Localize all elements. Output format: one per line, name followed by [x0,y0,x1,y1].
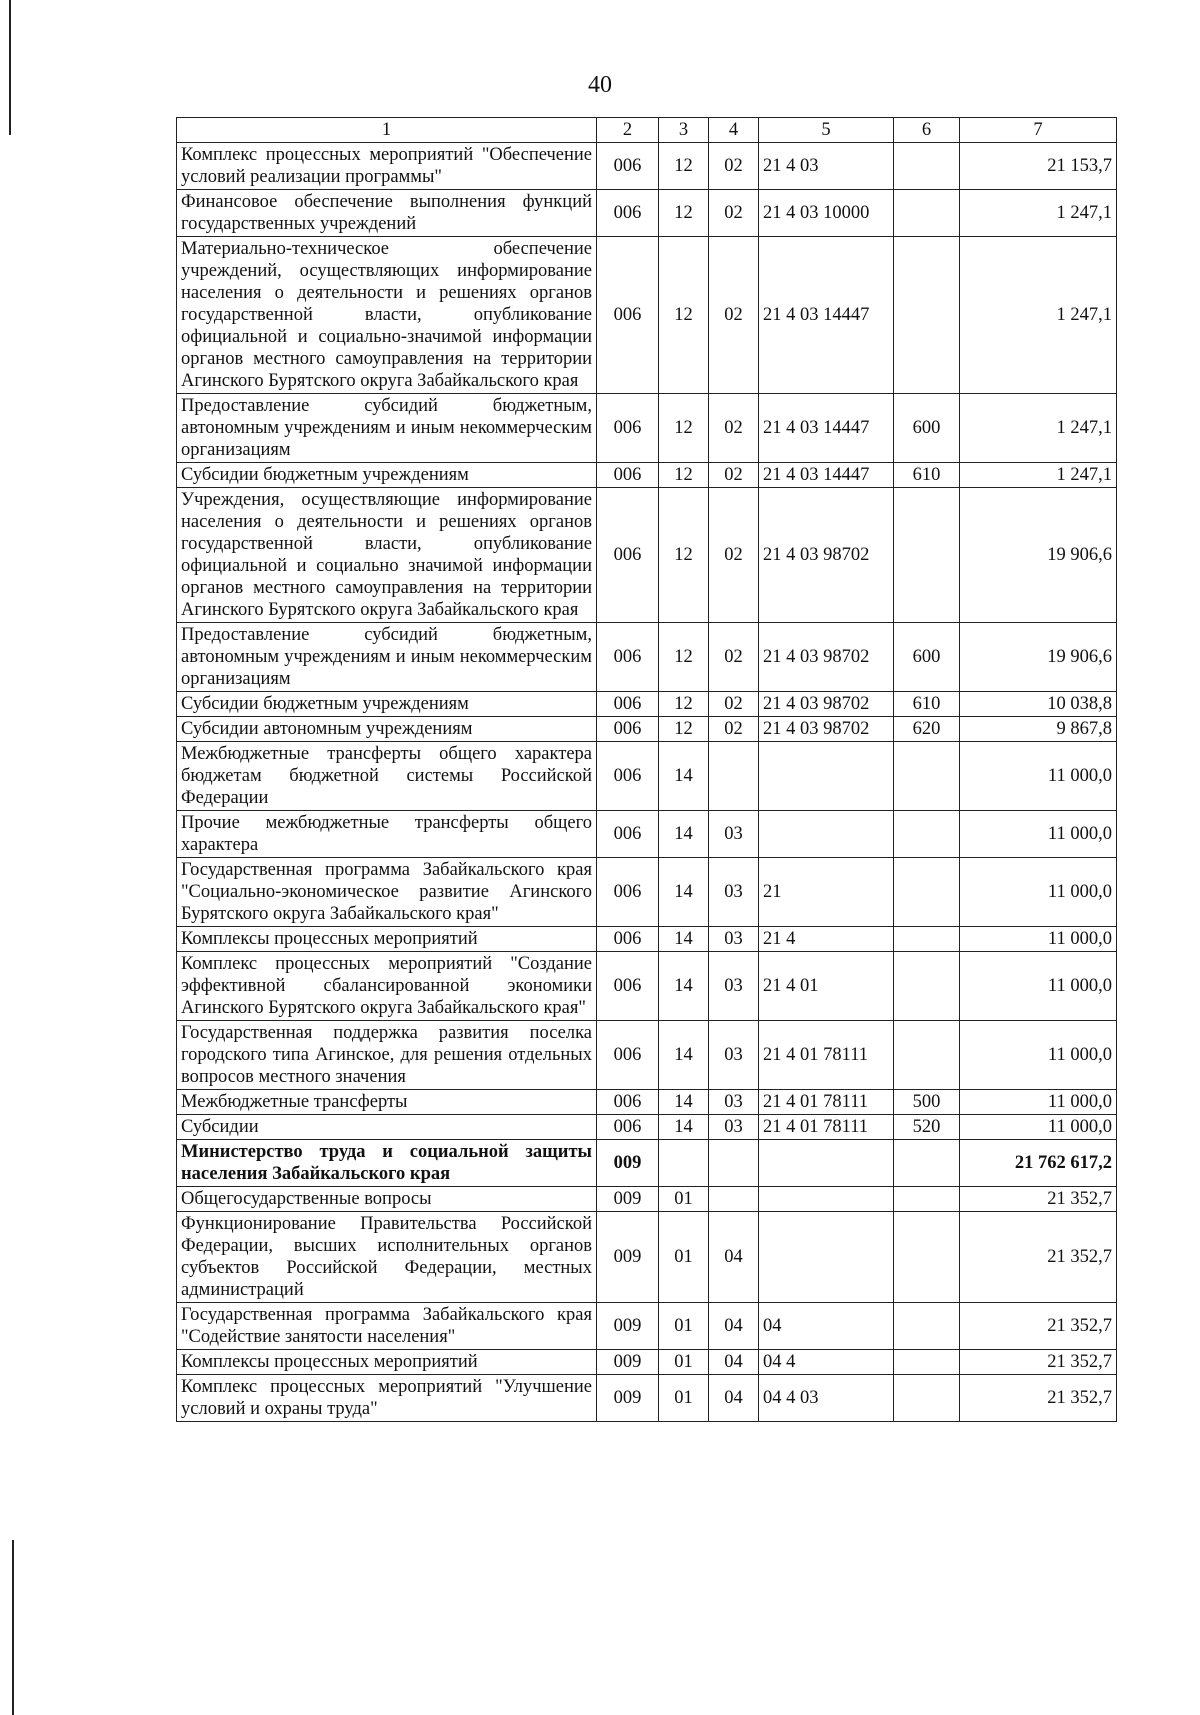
table-row [177,190,1117,237]
amount-cell: 11 000,0 [960,927,1117,952]
target-article-cell [759,1140,894,1187]
subsection-code-cell [709,1187,759,1212]
section-code-cell: 12 [659,463,709,488]
table-row [177,237,1117,394]
ministry-code-cell: 009 [597,1375,659,1422]
table-row [177,1187,1117,1212]
section-code-cell: 14 [659,927,709,952]
header-cell: 1 [177,118,597,143]
ministry-code-cell: 006 [597,1090,659,1115]
amount-cell: 21 352,7 [960,1375,1117,1422]
table-row [177,952,1117,1021]
ministry-code-cell: 006 [597,1115,659,1140]
table-row [177,1212,1117,1303]
expense-type-cell [894,237,960,394]
expense-type-cell: 600 [894,623,960,692]
header-cell: 3 [659,118,709,143]
table-row [177,1140,1117,1187]
amount-cell: 19 906,6 [960,488,1117,623]
row-name-cell: Субсидии бюджетным учреждениям [177,692,597,717]
row-name-cell: Субсидии бюджетным учреждениям [177,463,597,488]
table-row [177,927,1117,952]
amount-cell: 11 000,0 [960,1115,1117,1140]
ministry-code-cell: 006 [597,811,659,858]
expense-type-cell [894,1212,960,1303]
subsection-code-cell: 04 [709,1350,759,1375]
row-name-cell: Финансовое обеспечение выполнения функций государственных учреждений [177,190,597,237]
target-article-cell: 21 4 [759,927,894,952]
amount-cell: 21 352,7 [960,1350,1117,1375]
header-cell: 5 [759,118,894,143]
target-article-cell: 21 4 03 98702 [759,717,894,742]
ministry-code-cell: 006 [597,952,659,1021]
section-code-cell: 14 [659,1021,709,1090]
row-name-cell: Учреждения, осуществляющие информирование населения о деятельности и решениях органов государственной власти, опубликование официальной и социально значимой информации органов местного самоуправления на территории Агинского Бурятского округа Забайкальского края [177,488,597,623]
ministry-code-cell: 009 [597,1303,659,1350]
budget-table [176,117,1117,1422]
amount-cell: 11 000,0 [960,742,1117,811]
subsection-code-cell: 03 [709,927,759,952]
ministry-code-cell: 006 [597,190,659,237]
amount-cell: 21 352,7 [960,1187,1117,1212]
section-code-cell: 14 [659,858,709,927]
table-row [177,1375,1117,1422]
section-code-cell: 01 [659,1375,709,1422]
target-article-cell: 21 4 03 14447 [759,394,894,463]
subsection-code-cell: 04 [709,1212,759,1303]
section-code-cell: 14 [659,742,709,811]
target-article-cell: 21 [759,858,894,927]
target-article-cell: 21 4 01 78111 [759,1090,894,1115]
amount-cell: 1 247,1 [960,394,1117,463]
target-article-cell: 21 4 03 98702 [759,692,894,717]
amount-cell: 11 000,0 [960,1090,1117,1115]
row-name-cell: Комплексы процессных мероприятий [177,927,597,952]
ministry-code-cell: 006 [597,1021,659,1090]
ministry-code-cell: 006 [597,692,659,717]
subsection-code-cell: 02 [709,190,759,237]
expense-type-cell: 620 [894,717,960,742]
amount-cell: 21 762 617,2 [960,1140,1117,1187]
section-code-cell: 01 [659,1187,709,1212]
expense-type-cell [894,742,960,811]
row-name-cell: Субсидии автономным учреждениям [177,717,597,742]
subsection-code-cell: 02 [709,692,759,717]
subsection-code-cell: 03 [709,1090,759,1115]
expense-type-cell [894,1375,960,1422]
subsection-code-cell: 04 [709,1375,759,1422]
table-row [177,463,1117,488]
target-article-cell: 21 4 03 14447 [759,463,894,488]
table-row [177,1090,1117,1115]
row-name-cell: Государственная программа Забайкальского края "Социально-экономическое развитие Агинского Бурятского округа Забайкальского края" [177,858,597,927]
table-row [177,811,1117,858]
ministry-code-cell: 009 [597,1350,659,1375]
ministry-code-cell: 006 [597,623,659,692]
subsection-code-cell: 02 [709,488,759,623]
table-row [177,1021,1117,1090]
subsection-code-cell: 03 [709,858,759,927]
target-article-cell: 21 4 03 [759,143,894,190]
row-name-cell: Министерство труда и социальной защиты населения Забайкальского края [177,1140,597,1187]
ministry-code-cell: 006 [597,717,659,742]
expense-type-cell [894,1140,960,1187]
subsection-code-cell [709,1140,759,1187]
section-code-cell: 12 [659,623,709,692]
target-article-cell: 21 4 01 78111 [759,1115,894,1140]
ministry-code-cell: 006 [597,488,659,623]
amount-cell: 21 153,7 [960,143,1117,190]
subsection-code-cell: 03 [709,952,759,1021]
row-name-cell: Материально-техническое обеспечение учреждений, осуществляющих информирование населения о деятельности и решениях органов государственной власти, опубликование официальной и социально-значимой информации органов местного самоуправления на территории Агинского Бурятского округа Забайкальского края [177,237,597,394]
section-code-cell: 14 [659,1115,709,1140]
header-cell: 4 [709,118,759,143]
section-code-cell: 14 [659,811,709,858]
header-cell: 7 [960,118,1117,143]
expense-type-cell [894,858,960,927]
scan-edge-line [12,1540,14,1715]
target-article-cell: 21 4 01 [759,952,894,1021]
table-row [177,717,1117,742]
subsection-code-cell: 03 [709,1021,759,1090]
expense-type-cell [894,1187,960,1212]
row-name-cell: Предоставление субсидий бюджетным, автономным учреждениям и иным некоммерческим организациям [177,394,597,463]
header-cell: 2 [597,118,659,143]
section-code-cell: 12 [659,692,709,717]
section-code-cell: 01 [659,1303,709,1350]
expense-type-cell [894,143,960,190]
row-name-cell: Комплекс процессных мероприятий "Создание эффективной сбалансированной экономики Агинского Бурятского округа Забайкальского края" [177,952,597,1021]
table-row [177,1350,1117,1375]
ministry-code-cell: 006 [597,394,659,463]
amount-cell: 1 247,1 [960,463,1117,488]
page-number: 40 [588,72,612,98]
section-code-cell: 14 [659,1090,709,1115]
target-article-cell [759,811,894,858]
target-article-cell: 04 [759,1303,894,1350]
subsection-code-cell: 02 [709,143,759,190]
row-name-cell: Прочие межбюджетные трансферты общего характера [177,811,597,858]
amount-cell: 19 906,6 [960,623,1117,692]
row-name-cell: Общегосударственные вопросы [177,1187,597,1212]
subsection-code-cell: 03 [709,811,759,858]
row-name-cell: Функционирование Правительства Российской Федерации, высших исполнительных органов субъектов Российской Федерации, местных администраций [177,1212,597,1303]
expense-type-cell [894,190,960,237]
ministry-code-cell: 009 [597,1187,659,1212]
expense-type-cell [894,811,960,858]
expense-type-cell [894,927,960,952]
target-article-cell: 04 4 [759,1350,894,1375]
scan-edge-line [9,0,11,135]
section-code-cell: 14 [659,952,709,1021]
row-name-cell: Межбюджетные трансферты [177,1090,597,1115]
row-name-cell: Комплексы процессных мероприятий [177,1350,597,1375]
amount-cell: 1 247,1 [960,237,1117,394]
section-code-cell: 12 [659,488,709,623]
ministry-code-cell: 006 [597,237,659,394]
expense-type-cell [894,488,960,623]
target-article-cell [759,1187,894,1212]
subsection-code-cell: 04 [709,1303,759,1350]
section-code-cell: 12 [659,237,709,394]
amount-cell: 10 038,8 [960,692,1117,717]
expense-type-cell [894,1303,960,1350]
amount-cell: 11 000,0 [960,952,1117,1021]
row-name-cell: Межбюджетные трансферты общего характера бюджетам бюджетной системы Российской Федерации [177,742,597,811]
amount-cell: 21 352,7 [960,1303,1117,1350]
expense-type-cell: 610 [894,692,960,717]
expense-type-cell [894,1021,960,1090]
target-article-cell [759,1212,894,1303]
table-row [177,858,1117,927]
section-code-cell: 01 [659,1212,709,1303]
row-name-cell: Государственная программа Забайкальского края "Содействие занятости населения" [177,1303,597,1350]
section-code-cell: 12 [659,394,709,463]
table-row [177,742,1117,811]
ministry-code-cell: 006 [597,927,659,952]
expense-type-cell [894,952,960,1021]
target-article-cell: 04 4 03 [759,1375,894,1422]
section-code-cell: 12 [659,190,709,237]
row-name-cell: Государственная поддержка развития поселка городского типа Агинское, для решения отдельных вопросов местного значения [177,1021,597,1090]
ministry-code-cell: 009 [597,1140,659,1187]
ministry-code-cell: 006 [597,742,659,811]
table-row [177,692,1117,717]
ministry-code-cell: 006 [597,463,659,488]
table-row [177,1303,1117,1350]
section-code-cell: 12 [659,717,709,742]
section-code-cell: 12 [659,143,709,190]
target-article-cell: 21 4 03 10000 [759,190,894,237]
subsection-code-cell: 02 [709,394,759,463]
ministry-code-cell: 006 [597,143,659,190]
amount-cell: 9 867,8 [960,717,1117,742]
amount-cell: 11 000,0 [960,811,1117,858]
header-cell: 6 [894,118,960,143]
row-name-cell: Комплекс процессных мероприятий "Улучшение условий и охраны труда" [177,1375,597,1422]
subsection-code-cell: 03 [709,1115,759,1140]
expense-type-cell [894,1350,960,1375]
table-row [177,143,1117,190]
section-code-cell: 01 [659,1350,709,1375]
amount-cell: 11 000,0 [960,1021,1117,1090]
subsection-code-cell: 02 [709,237,759,394]
ministry-code-cell: 006 [597,858,659,927]
ministry-code-cell: 009 [597,1212,659,1303]
table-row [177,1115,1117,1140]
subsection-code-cell: 02 [709,623,759,692]
amount-cell: 1 247,1 [960,190,1117,237]
subsection-code-cell: 02 [709,463,759,488]
target-article-cell: 21 4 01 78111 [759,1021,894,1090]
subsection-code-cell [709,742,759,811]
subsection-code-cell: 02 [709,717,759,742]
row-name-cell: Субсидии [177,1115,597,1140]
table-row [177,488,1117,623]
expense-type-cell: 520 [894,1115,960,1140]
section-code-cell [659,1140,709,1187]
amount-cell: 11 000,0 [960,858,1117,927]
expense-type-cell: 600 [894,394,960,463]
target-article-cell: 21 4 03 98702 [759,488,894,623]
table-row [177,623,1117,692]
target-article-cell: 21 4 03 14447 [759,237,894,394]
amount-cell: 21 352,7 [960,1212,1117,1303]
target-article-cell: 21 4 03 98702 [759,623,894,692]
target-article-cell [759,742,894,811]
header-row [177,118,1117,143]
table-row [177,394,1117,463]
row-name-cell: Комплекс процессных мероприятий "Обеспечение условий реализации программы" [177,143,597,190]
row-name-cell: Предоставление субсидий бюджетным, автономным учреждениям и иным некоммерческим организациям [177,623,597,692]
expense-type-cell: 610 [894,463,960,488]
expense-type-cell: 500 [894,1090,960,1115]
